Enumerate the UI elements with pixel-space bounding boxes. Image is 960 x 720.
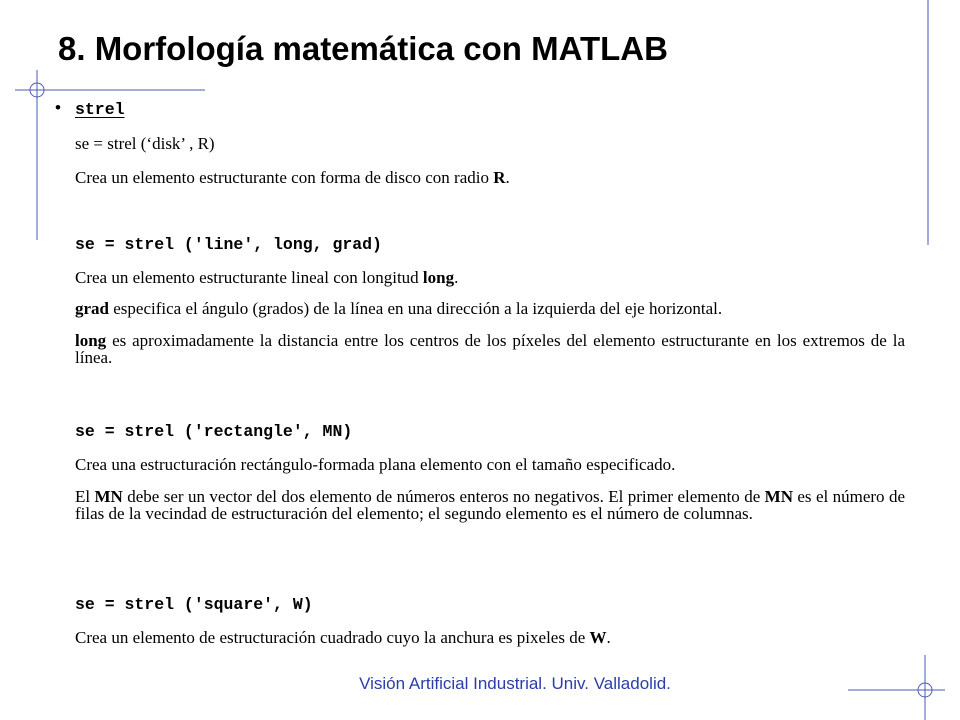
long-description: long es aproximadamente la distancia entre los centros de los píxeles del elemento estructurante en los extremos de la línea. [75, 331, 905, 367]
line-description: Crea un elemento estructurante lineal con longitud long. [75, 268, 459, 287]
square-description: Crea un elemento de estructuración cuadrado cuyo la anchura es pixeles de W. [75, 628, 611, 647]
line-code: se = strel ('line', long, grad) [75, 235, 382, 254]
bullet-dot: • [55, 98, 61, 117]
rectangle-description: Crea una estructuración rectángulo-formada plana elemento con el tamaño especificado. [75, 455, 676, 474]
footer-text: Visión Artificial Industrial. Univ. Valladolid. [359, 674, 671, 693]
mn-description: El MN debe ser un vector del dos elemento de números enteros no negativos. El primer elemento de MN es el número de filas de la vecindad de estructuración del elemento; el segundo elemento es el número de columnas. [75, 487, 906, 523]
rectangle-code: se = strel ('rectangle', MN) [75, 422, 353, 441]
square-code: se = strel ('square', W) [75, 595, 313, 614]
disk-description: Crea un elemento estructurante con forma de disco con radio R. [75, 168, 510, 187]
grad-description: grad especifica el ángulo (grados) de la línea en una dirección a la izquierda del eje horizontal. [75, 299, 723, 318]
bullet-strel-label: strel [75, 100, 125, 119]
disk-syntax: se = strel (‘disk’ , R) [75, 134, 215, 153]
slide-title: 8. Morfología matemática con MATLAB [58, 30, 668, 67]
